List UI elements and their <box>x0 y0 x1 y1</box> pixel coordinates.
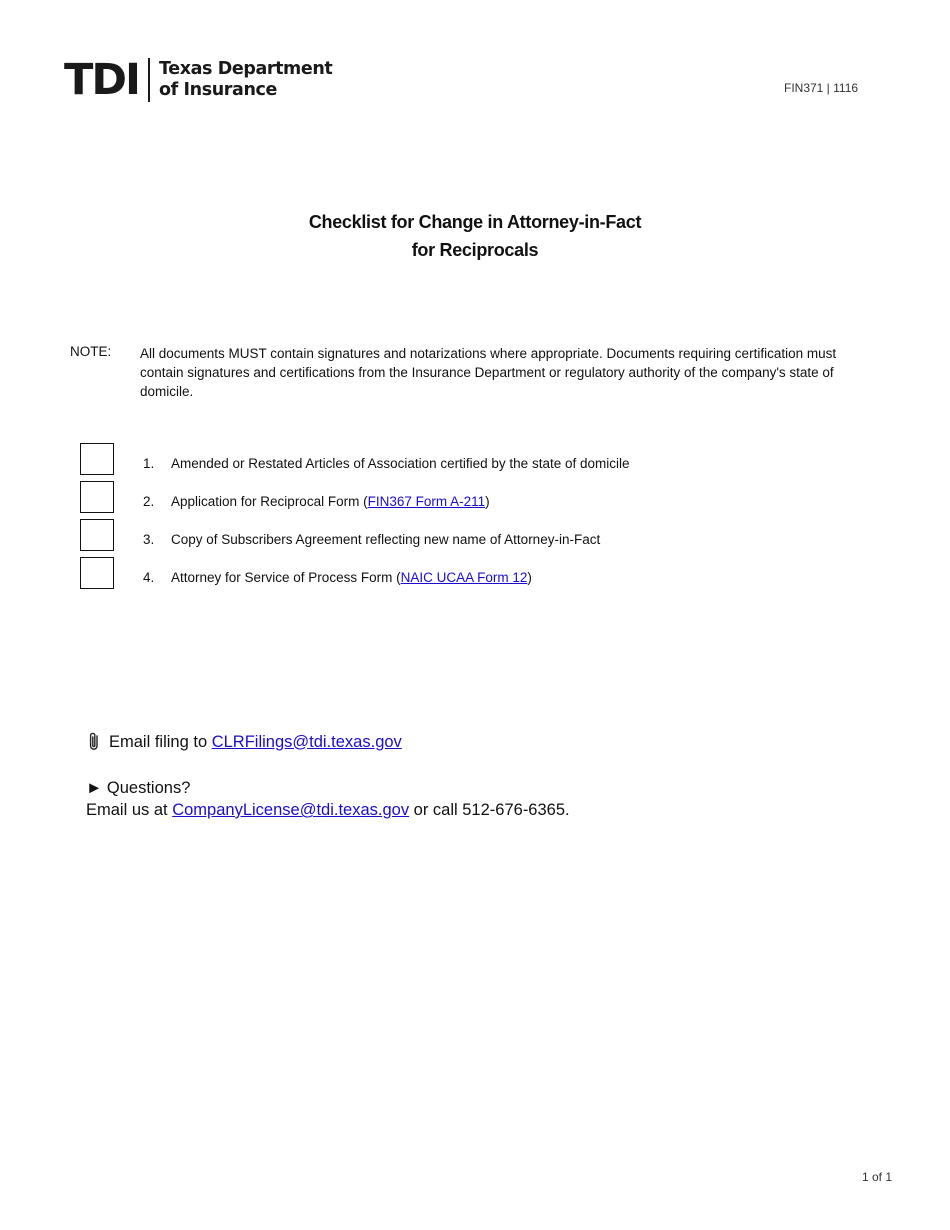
title-line-2: for Reciprocals <box>411 240 539 260</box>
naic-ucaa-form-link[interactable]: NAIC UCAA Form 12 <box>400 570 528 585</box>
item-number: 4. <box>143 570 155 585</box>
item-text: Copy of Subscribers Agreement reflecting new name of Attorney-in-Fact <box>171 532 601 547</box>
tdi-logo <box>64 55 333 105</box>
logo-line-1: Texas Department <box>159 59 333 79</box>
license-email-link[interactable]: CompanyLicense@tdi.texas.gov <box>172 801 410 819</box>
item-text-after: ) <box>485 494 490 509</box>
page-number: 1 of 1 <box>862 1170 893 1184</box>
checkbox-1[interactable] <box>80 443 114 475</box>
title-line-1: Checklist for Change in Attorney-in-Fact <box>308 212 642 232</box>
logo-line-2: of Insurance <box>159 80 277 100</box>
contact-line <box>86 799 570 821</box>
item-text-before: Attorney for Service of Process Form ( <box>171 570 401 585</box>
logo-text <box>159 59 332 101</box>
item-number: 3. <box>143 532 155 547</box>
call-text: or call 512-676-6365. <box>409 801 570 819</box>
item-text: Amended or Restated Articles of Association certified by the state of domicile <box>171 456 630 471</box>
item-text <box>171 570 532 585</box>
note-text: All documents MUST contain signatures and notarizations where appropriate. Documents requiring certification must contain signatures and certifications from the Insurance Department or regulatory authority of the company's state of domicile. <box>140 346 837 399</box>
fin367-form-link[interactable]: FIN367 Form A-211 <box>367 494 486 509</box>
filing-email-link[interactable]: CLRFilings@tdi.texas.gov <box>211 732 402 751</box>
questions-block <box>86 777 570 821</box>
checkbox-4[interactable] <box>80 557 114 589</box>
logo-divider <box>148 58 150 102</box>
logo-mark: TDI <box>64 55 140 105</box>
item-number: 2. <box>143 494 155 509</box>
item-text-after: ) <box>527 570 532 585</box>
email-filing-label: Email filing to <box>109 732 212 751</box>
paperclip-icon <box>86 731 102 753</box>
page-title <box>0 208 950 264</box>
checkbox-2[interactable] <box>80 481 114 513</box>
questions-label: ► Questions? <box>86 779 191 797</box>
email-filing-row <box>86 731 402 753</box>
item-text-before: Application for Reciprocal Form ( <box>171 494 368 509</box>
email-us-label: Email us at <box>86 801 173 819</box>
checkbox-3[interactable] <box>80 519 114 551</box>
item-text <box>171 494 490 509</box>
note-label: NOTE: <box>70 344 112 359</box>
form-code: FIN371 | 1116 <box>784 81 859 95</box>
item-number: 1. <box>143 456 155 471</box>
